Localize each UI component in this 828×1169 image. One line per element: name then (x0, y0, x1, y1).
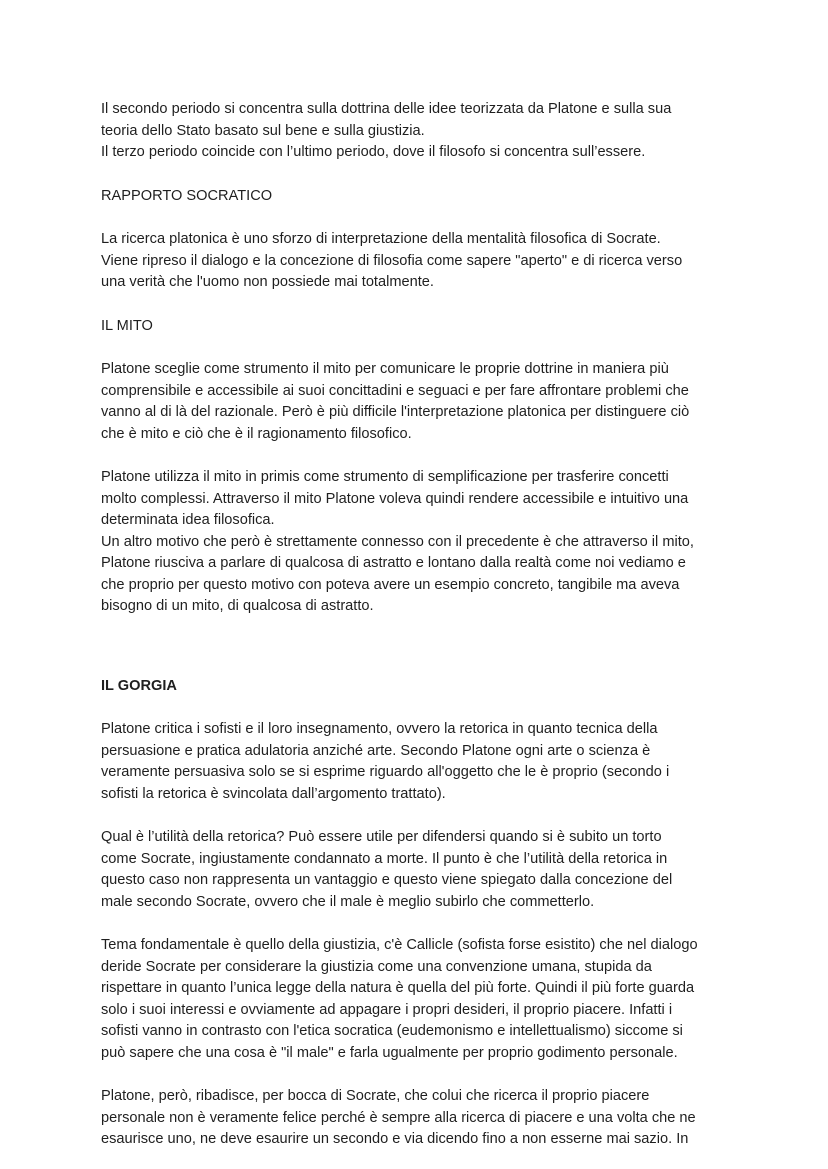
paragraph-mito-strumento: Platone sceglie come strumento il mito per comunicare le proprie dottrine in maniera più comprensibile e accessibile ai suoi concittadini e seguaci e per fare affrontare problemi che vanno al di là del razionale. Però è più difficile l'interpretazione platonica per distinguere ciò che è mito e ciò che è il ragionamento filosofico. (101, 361, 690, 442)
document-body (101, 99, 741, 1151)
paragraph-giustizia: Tema fondamentale è quello della giustizia, c'è Callicle (sofista forse esistito) che nel dialogo deride Socrate per considerare la giustizia come una convenzione umana, stupida da rispettare in quanto l’unica legge della natura è quella del più forte. Quindi il più forte guarda solo i suoi interessi e ovviamente ad appagare i propri desideri, il proprio piacere. Infatti i sofisti vanno in contrasto con l'etica socratica (eudemonismo e intellettualismo) siccome si può sapere che una cosa è "il male" e farla ugualmente per proprio godimento personale. (101, 937, 698, 1061)
paragraph-utilita-retorica: Qual è l’utilità della retorica? Può essere utile per difendersi quando si è subito un torto come Socrate, ingiustamente condannato a morte. Il punto è che l’utilità della retorica in questo caso non rappresenta un vantaggio e questo viene spiegato dalla concezione del male secondo Socrate, ovvero che il male è meglio subirlo che commetterlo. (101, 829, 673, 910)
paragraph-critica-sofisti: Platone critica i sofisti e il loro insegnamento, ovvero la retorica in quanto tecnica della persuasione e pratica adulatoria anziché arte. Secondo Platone ogni arte o scienza è veramente persuasiva solo se si esprime riguardo all'oggetto che le è proprio (secondo i sofisti la retorica è svincolata dall’argomento trattato). (101, 721, 670, 802)
paragraph-piacere: Platone, però, ribadisce, per bocca di Socrate, che colui che ricerca il proprio piacere personale non è veramente felice perché è sempre alla ricerca di piacere e una volta che ne esaurisce uno, ne deve esaurire un secondo e via dicendo fino a non esserne mai sazio. In (101, 1088, 696, 1147)
heading-rapporto-socratico: RAPPORTO SOCRATICO (101, 187, 273, 204)
paragraph-mito-semplificazione: Platone utilizza il mito in primis come strumento di semplificazione per trasferire concetti molto complessi. Attraverso il mito Platone voleva quindi rendere accessibile e intuitivo una determinata idea filosofica. Un altro motivo che però è strettamente connesso con il precedente è che attraverso il mito, Platone riusciva a parlare di qualcosa di astratto e lontano dalla realtà come noi vediamo e che proprio per questo motivo con poteva avere un esempio concreto, tangibile ma aveva bisogno di un mito, di qualcosa di astratto. (101, 469, 694, 614)
heading-il-gorgia: IL GORGIA (101, 677, 177, 694)
paragraph-ricerca-platonica: La ricerca platonica è uno sforzo di interpretazione della mentalità filosofica di Socrate. Viene ripreso il dialogo e la concezione di filosofia come sapere "aperto" e di ricerca verso una verità che l'uomo non possiede mai totalmente. (101, 231, 683, 290)
paragraph-periodi: Il secondo periodo si concentra sulla dottrina delle idee teorizzata da Platone e sulla sua teoria dello Stato basato sul bene e sulla giustizia. Il terzo periodo coincide con l’ultimo periodo, dove il filosofo si concentra sull’essere. (101, 101, 672, 160)
heading-il-mito: IL MITO (101, 317, 153, 334)
